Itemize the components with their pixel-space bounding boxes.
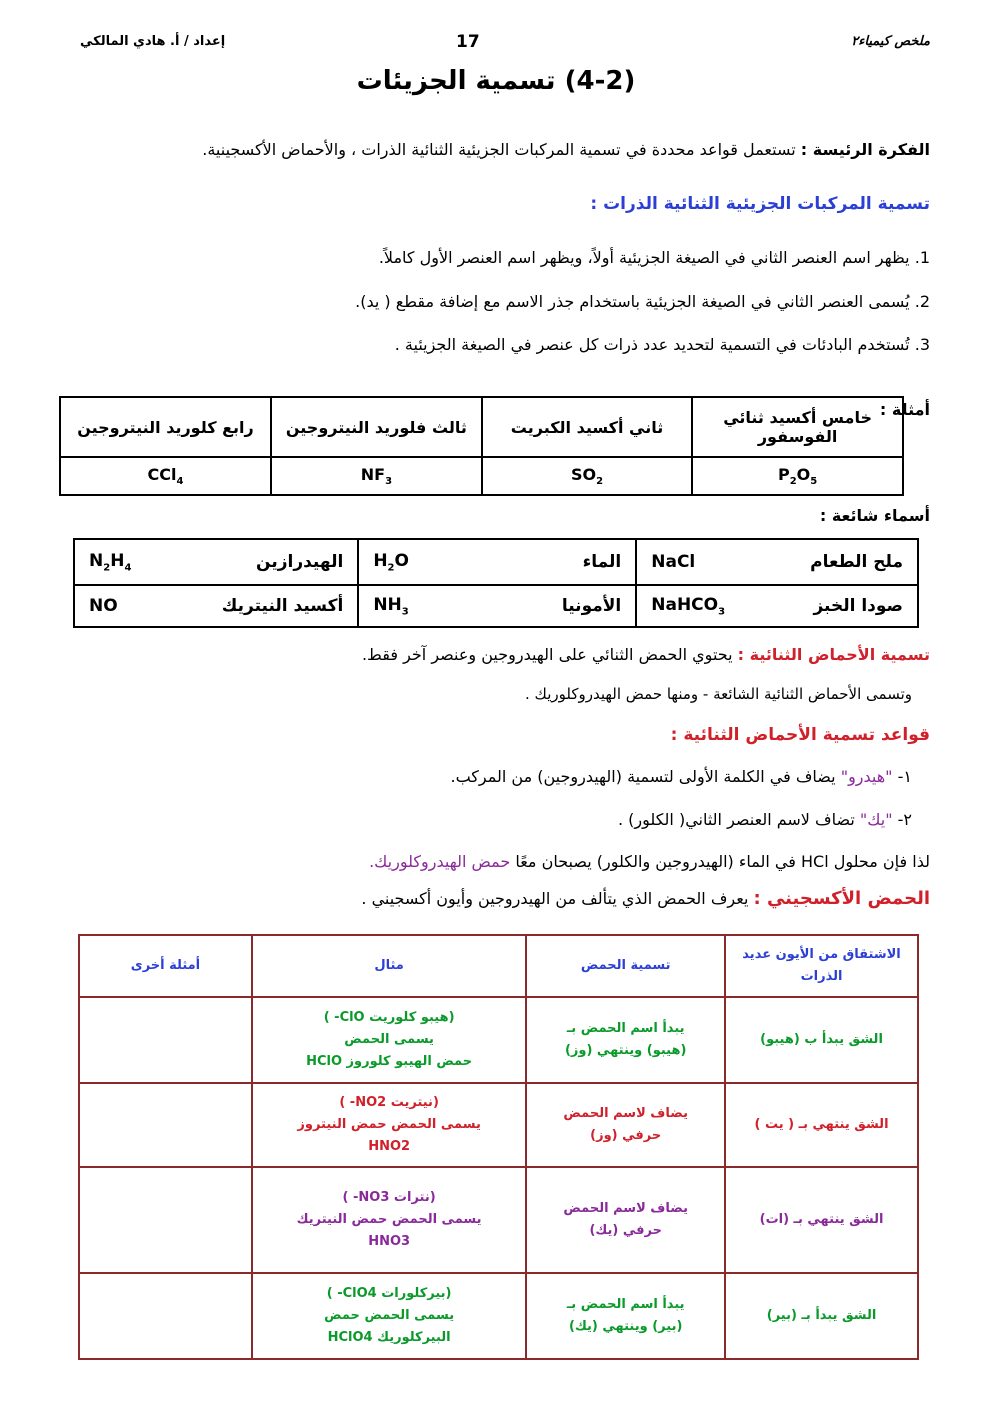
oxy-row-derive: الشق ينتهي بـ ( يت ) [725,1083,918,1167]
example-name-nf3: ثالث فلوريد النيتروجين [271,397,482,457]
rule-2: 2. يُسمى العنصر الثاني في الصيغة الجزيئية باستخدام جذر الاسم مع إضافة مقطع ( يد). [355,292,930,311]
page-number: 17 [456,32,480,52]
oxyacid-text: يعرف الحمض الذي يتألف من الهيدروجين وأيون أكسجيني . [361,889,749,908]
header-author: إعداد / أ. هادي المالكي [80,34,226,49]
oxyacid-definition [361,888,930,909]
main-idea [202,140,930,159]
oxyacid-table [78,934,919,1360]
main-idea-label: الفكرة الرئيسة : [800,140,930,159]
acid-conclusion: لذا فإن محلول HCl في الماء (الهيدروجين والكلور) يصبحان معًا حمض الهيدروكلوريك. [369,852,930,871]
examples-label: أمثلة : [879,400,930,419]
oxy-row-other [79,1083,252,1167]
formula-nf3: $NF_3$ [271,457,482,495]
oxy-row-derive: الشق ينتهي بـ (ات) [725,1167,918,1273]
acid-rule-1: ١- "هيدرو" يضاف في الكلمة الأولى لتسمية (الهيدروجين) من المركب. [450,767,912,786]
common-name-cell: صودا الخبز NaHCO$_3$ [636,585,918,627]
binary-acids-line2: وتسمى الأحماض الثنائية الشائعة - ومنها حمض الهيدروكلوريك . [525,685,912,703]
oxy-row-example: (نترات NO3- ) يسمى الحمض حمض النيتريك HNO3 [252,1167,526,1273]
oxy-header-example: مثال [252,935,526,997]
oxyacid-label: الحمض الأكسجيني : [753,888,930,909]
common-name-cell: الماء $H_2O$ [358,539,636,585]
common-names-label: أسماء شائعة : [819,506,930,525]
header-right-text: ملخص كيمياء٢ [851,34,930,49]
oxy-row-naming: يضاف لاسم الحمض حرفي (يك) [526,1167,725,1273]
oxy-header-other: أمثلة أخرى [79,935,252,997]
oxy-header-naming: تسمية الحمض [526,935,725,997]
binary-acids-heading: تسمية الأحماض الثنائية : [737,645,930,664]
oxy-row-other [79,997,252,1083]
common-name-cell: الأمونيا $NH_3$ [358,585,636,627]
formula-ccl4: CCl$_4$ [60,457,271,495]
examples-table [59,396,904,496]
oxy-row-derive: الشق يبدأ ب (هيبو) [725,997,918,1083]
oxy-row-naming: يبدأ اسم الحمض بـ (بير) وينتهي (يك) [526,1273,725,1359]
oxy-row-example: (هيبو كلوريت ClO- ) يسمى الحمض حمض الهيبو كلوروز HClO [252,997,526,1083]
oxy-header-derive: الاشتقاق من الأيون عديد الذرات [725,935,918,997]
binary-acids-text: يحتوي الحمض الثنائي على الهيدروجين وعنصر آخر فقط. [361,645,733,664]
example-name-ccl4: رابع كلوريد النيتروجين [60,397,271,457]
oxy-row-other [79,1273,252,1359]
oxy-row-derive: الشق يبدأ بـ (بير) [725,1273,918,1359]
common-names-table [73,538,919,628]
binary-acids-definition [362,645,930,664]
acid-rule-2: ٢- "يك" تضاف لاسم العنصر الثاني( الكلور) . [618,810,912,829]
page-title: (4-2) تسمية الجزيئات [356,66,636,96]
oxy-row-naming: يضاف لاسم الحمض حرفي (وز) [526,1083,725,1167]
formula-so2: $SO_2$ [482,457,692,495]
oxy-row-naming: يبدأ اسم الحمض بـ (هيبو) وينتهي (وز) [526,997,725,1083]
rule-3: 3. تُستخدم البادئات في التسمية لتحديد عدد ذرات كل عنصر في الصيغة الجزيئية . [394,335,930,354]
section-binary-molecular-heading: تسمية المركبات الجزيئية الثنائية الذرات : [590,194,930,214]
oxy-row-example: (نيتريت NO2- ) يسمى الحمض حمض النيتروز HNO2 [252,1083,526,1167]
oxy-row-example: (بيركلورات ClO4- ) يسمى الحمض حمض البيركلوريك HClO4 [252,1273,526,1359]
common-name-cell: ملح الطعام NaCl [636,539,918,585]
oxy-row-other [79,1167,252,1273]
formula-p2o5: $P_2O_5$ [692,457,903,495]
common-name-cell: الهيدرازين $N_2H_4$ [74,539,358,585]
acid-rules-heading: قواعد تسمية الأحماض الثنائية : [670,725,930,745]
example-name-so2: ثاني أكسيد الكبريت [482,397,692,457]
rule-1: 1. يظهر اسم العنصر الثاني في الصيغة الجزيئية أولاً، ويظهر اسم العنصر الأول كاملاً. [378,248,930,267]
main-idea-text: تستعمل قواعد محددة في تسمية المركبات الجزيئية الثنائية الذرات ، والأحماض الأكسجينية. [202,140,796,159]
example-name-p2o5: خامس أكسيد ثنائي الفوسفور [692,397,903,457]
common-name-cell: أكسيد النيتريك NO [74,585,358,627]
